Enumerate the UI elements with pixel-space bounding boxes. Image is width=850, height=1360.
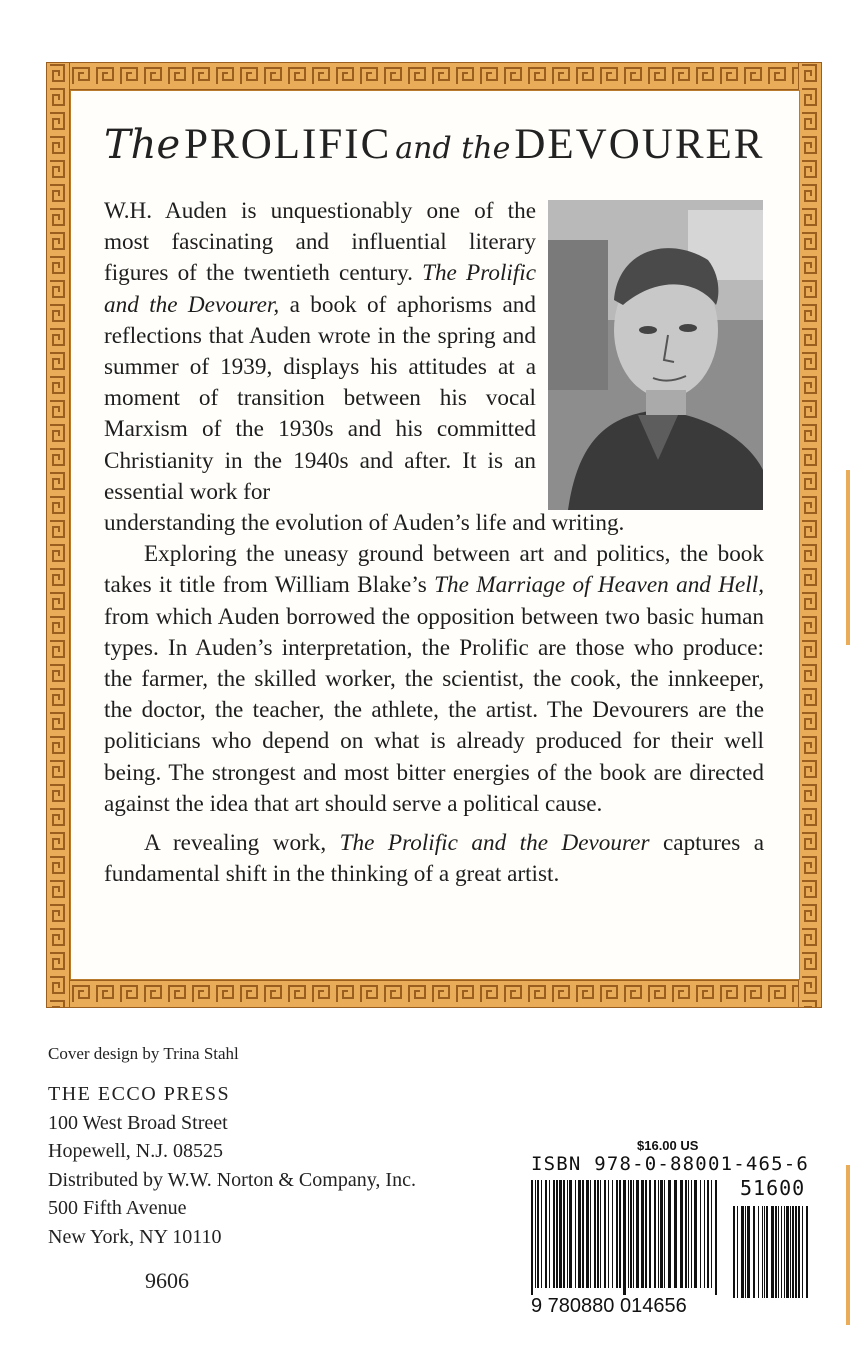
distributor-street: 500 Fifth Avenue <box>48 1197 187 1219</box>
publisher-block <box>48 1080 416 1251</box>
barcode-bar <box>668 1180 671 1288</box>
barcode-addon-digits: 51600 <box>740 1176 806 1200</box>
paragraph-1-text-b: a book of aphorisms and reflections that Auden wrote in the spring and summer of 1939, displays his attitudes at a moment of transition between his vocal Marxism of the 1930s and his committed Christianity in the 1940s and after. It is an essential work for <box>104 291 536 505</box>
description-paragraph-2 <box>104 539 764 820</box>
barcode-bar <box>715 1180 717 1295</box>
barcode-bar <box>569 1180 572 1288</box>
paragraph-1-wrap <box>104 196 536 508</box>
barcode-bar <box>645 1180 647 1288</box>
barcode-bar <box>541 1180 542 1288</box>
barcode-bar <box>567 1180 568 1288</box>
barcode-bar <box>575 1180 576 1288</box>
barcode-bar <box>563 1180 565 1288</box>
publisher-name: THE ECCO PRESS <box>48 1083 231 1105</box>
barcode-addon-bar <box>784 1206 785 1298</box>
description-paragraph-1 <box>104 196 764 539</box>
barcode-addon-bar <box>733 1206 735 1298</box>
title-devourer: DEVOURER <box>514 121 765 168</box>
barcode-addon-bar <box>771 1206 774 1298</box>
barcode-bar <box>594 1180 596 1288</box>
barcode-bar <box>649 1180 651 1288</box>
barcode-addon-bar <box>795 1206 797 1298</box>
barcode-bar <box>707 1180 709 1288</box>
barcode-bar <box>597 1180 599 1288</box>
barcode-bar <box>556 1180 558 1288</box>
border-pattern-bottom <box>46 980 822 1008</box>
barcode-bar <box>641 1180 644 1288</box>
barcode-bar <box>537 1180 539 1288</box>
barcode-addon-bar <box>792 1206 794 1298</box>
paragraph-2-text-b: from which Auden borrowed the opposition between two basic human types. In Auden’s interpretation, the Prolific are those who produce: the farmer, the skilled worker, the scientist, the cook, the innkeeper, the doctor, the teacher, the athlete, the artist. The Devourers are the politicians who depend on what is already produced for their well being. The strongest and most bitter energies of the book are directed against the idea that art should serve a political cause. <box>104 603 764 817</box>
border-pattern-right <box>798 62 822 1008</box>
barcode-addon-bar <box>781 1206 782 1298</box>
barcode-bar <box>553 1180 555 1288</box>
publisher-street: 100 West Broad Street <box>48 1111 228 1134</box>
barcode-addon-bar <box>798 1206 800 1298</box>
barcode-addon-bar <box>764 1206 765 1298</box>
barcode-addon-bar <box>802 1206 803 1298</box>
barcode-bar <box>633 1180 634 1288</box>
barcode-bar <box>711 1180 712 1288</box>
barcode-bar <box>619 1180 621 1288</box>
title-prolific: PROLIFIC <box>184 121 392 168</box>
description-paragraph-3 <box>104 828 764 890</box>
barcode-bar <box>664 1180 665 1288</box>
barcode-bar <box>700 1180 701 1288</box>
barcode-bar <box>600 1180 601 1288</box>
barcode-addon-bar <box>758 1206 759 1298</box>
barcode-addon-bar <box>790 1206 791 1298</box>
barcode-bar <box>674 1180 677 1288</box>
paragraph-3-italic-title: The Prolific and the Devourer <box>339 830 650 857</box>
barcode-bar <box>608 1180 609 1288</box>
paragraph-2-italic-title: The Marriage of Heaven and Hell, <box>434 572 764 599</box>
distributor-city: New York, NY 10110 <box>48 1225 222 1248</box>
barcode-digits: 9 780880 014656 <box>531 1295 687 1317</box>
barcode-bar <box>578 1180 581 1288</box>
barcode-bar <box>630 1180 632 1288</box>
barcode-bar <box>660 1180 663 1288</box>
barcode-bar <box>535 1180 536 1288</box>
barcode-bar <box>545 1180 547 1288</box>
barcode-addon-bar <box>806 1206 808 1298</box>
barcode-bar <box>680 1180 683 1288</box>
barcode-bar <box>704 1180 705 1288</box>
isbn-text: ISBN 978-0-88001-465-6 <box>531 1153 810 1175</box>
barcode-bar <box>531 1180 533 1295</box>
barcode-bar <box>688 1180 689 1288</box>
barcode-bar <box>549 1180 550 1288</box>
book-title <box>104 120 774 176</box>
barcode-bar <box>582 1180 584 1288</box>
paragraph-1-text-a: W.H. Auden is unquestionably one of the most fascinating and influential literary figures of the twentieth century. <box>104 198 536 287</box>
border-pattern-top <box>46 62 822 90</box>
title-the: The <box>104 122 181 168</box>
border-pattern-left <box>46 62 70 1008</box>
barcode-bar <box>628 1180 629 1288</box>
barcode-addon-bar <box>766 1206 768 1298</box>
book-description <box>104 196 764 890</box>
barcode-bar <box>694 1180 697 1288</box>
barcode-bar <box>691 1180 692 1288</box>
barcode-bar <box>559 1180 562 1288</box>
barcode-addon-bar <box>753 1206 755 1298</box>
title-and-the: and the <box>395 131 511 166</box>
paragraph-1-italic-title: The Prolific and the Devourer, <box>104 260 537 318</box>
price-label: $16.00 US <box>637 1138 699 1153</box>
barcode-bar <box>604 1180 606 1288</box>
barcode-bar <box>685 1180 687 1288</box>
barcode-bar <box>616 1180 618 1288</box>
barcode-addon-bar <box>747 1206 750 1298</box>
paragraph-2-text-a: Exploring the uneasy ground between art and politics, the book takes it title from William Blake’s <box>104 541 764 599</box>
barcode-addon-bar <box>786 1206 789 1298</box>
barcode-addon-bar <box>745 1206 746 1298</box>
barcode-bar <box>623 1180 626 1295</box>
distributor: Distributed by W.W. Norton & Company, Inc. <box>48 1168 416 1191</box>
spine-edge-mark-top <box>846 470 850 645</box>
barcode-addon-bar <box>762 1206 763 1298</box>
barcode-bar <box>658 1180 659 1288</box>
paragraph-3-text-a: A revealing work, <box>144 830 327 857</box>
publisher-city: Hopewell, N.J. 08525 <box>48 1140 223 1162</box>
barcode-addon-bar <box>778 1206 779 1298</box>
product-code: 9606 <box>145 1268 189 1293</box>
barcode-addon-bar <box>737 1206 738 1298</box>
spine-edge-mark-bottom <box>846 1165 850 1325</box>
paragraph-3-text-b: captures a fundamental shift in the thinking of a great artist. <box>104 830 765 888</box>
barcode-bar <box>586 1180 589 1288</box>
barcode-bar <box>590 1180 591 1288</box>
barcode-bar <box>636 1180 639 1288</box>
barcode-addon-bar <box>741 1206 744 1298</box>
cover-design-credit: Cover design by Trina Stahl <box>48 1044 239 1063</box>
barcode-bar <box>654 1180 656 1288</box>
barcode-addon-bar <box>775 1206 777 1298</box>
barcode-bar <box>612 1180 613 1288</box>
paragraph-1-text-c: understanding the evolution of Auden’s life and writing. <box>104 510 625 537</box>
